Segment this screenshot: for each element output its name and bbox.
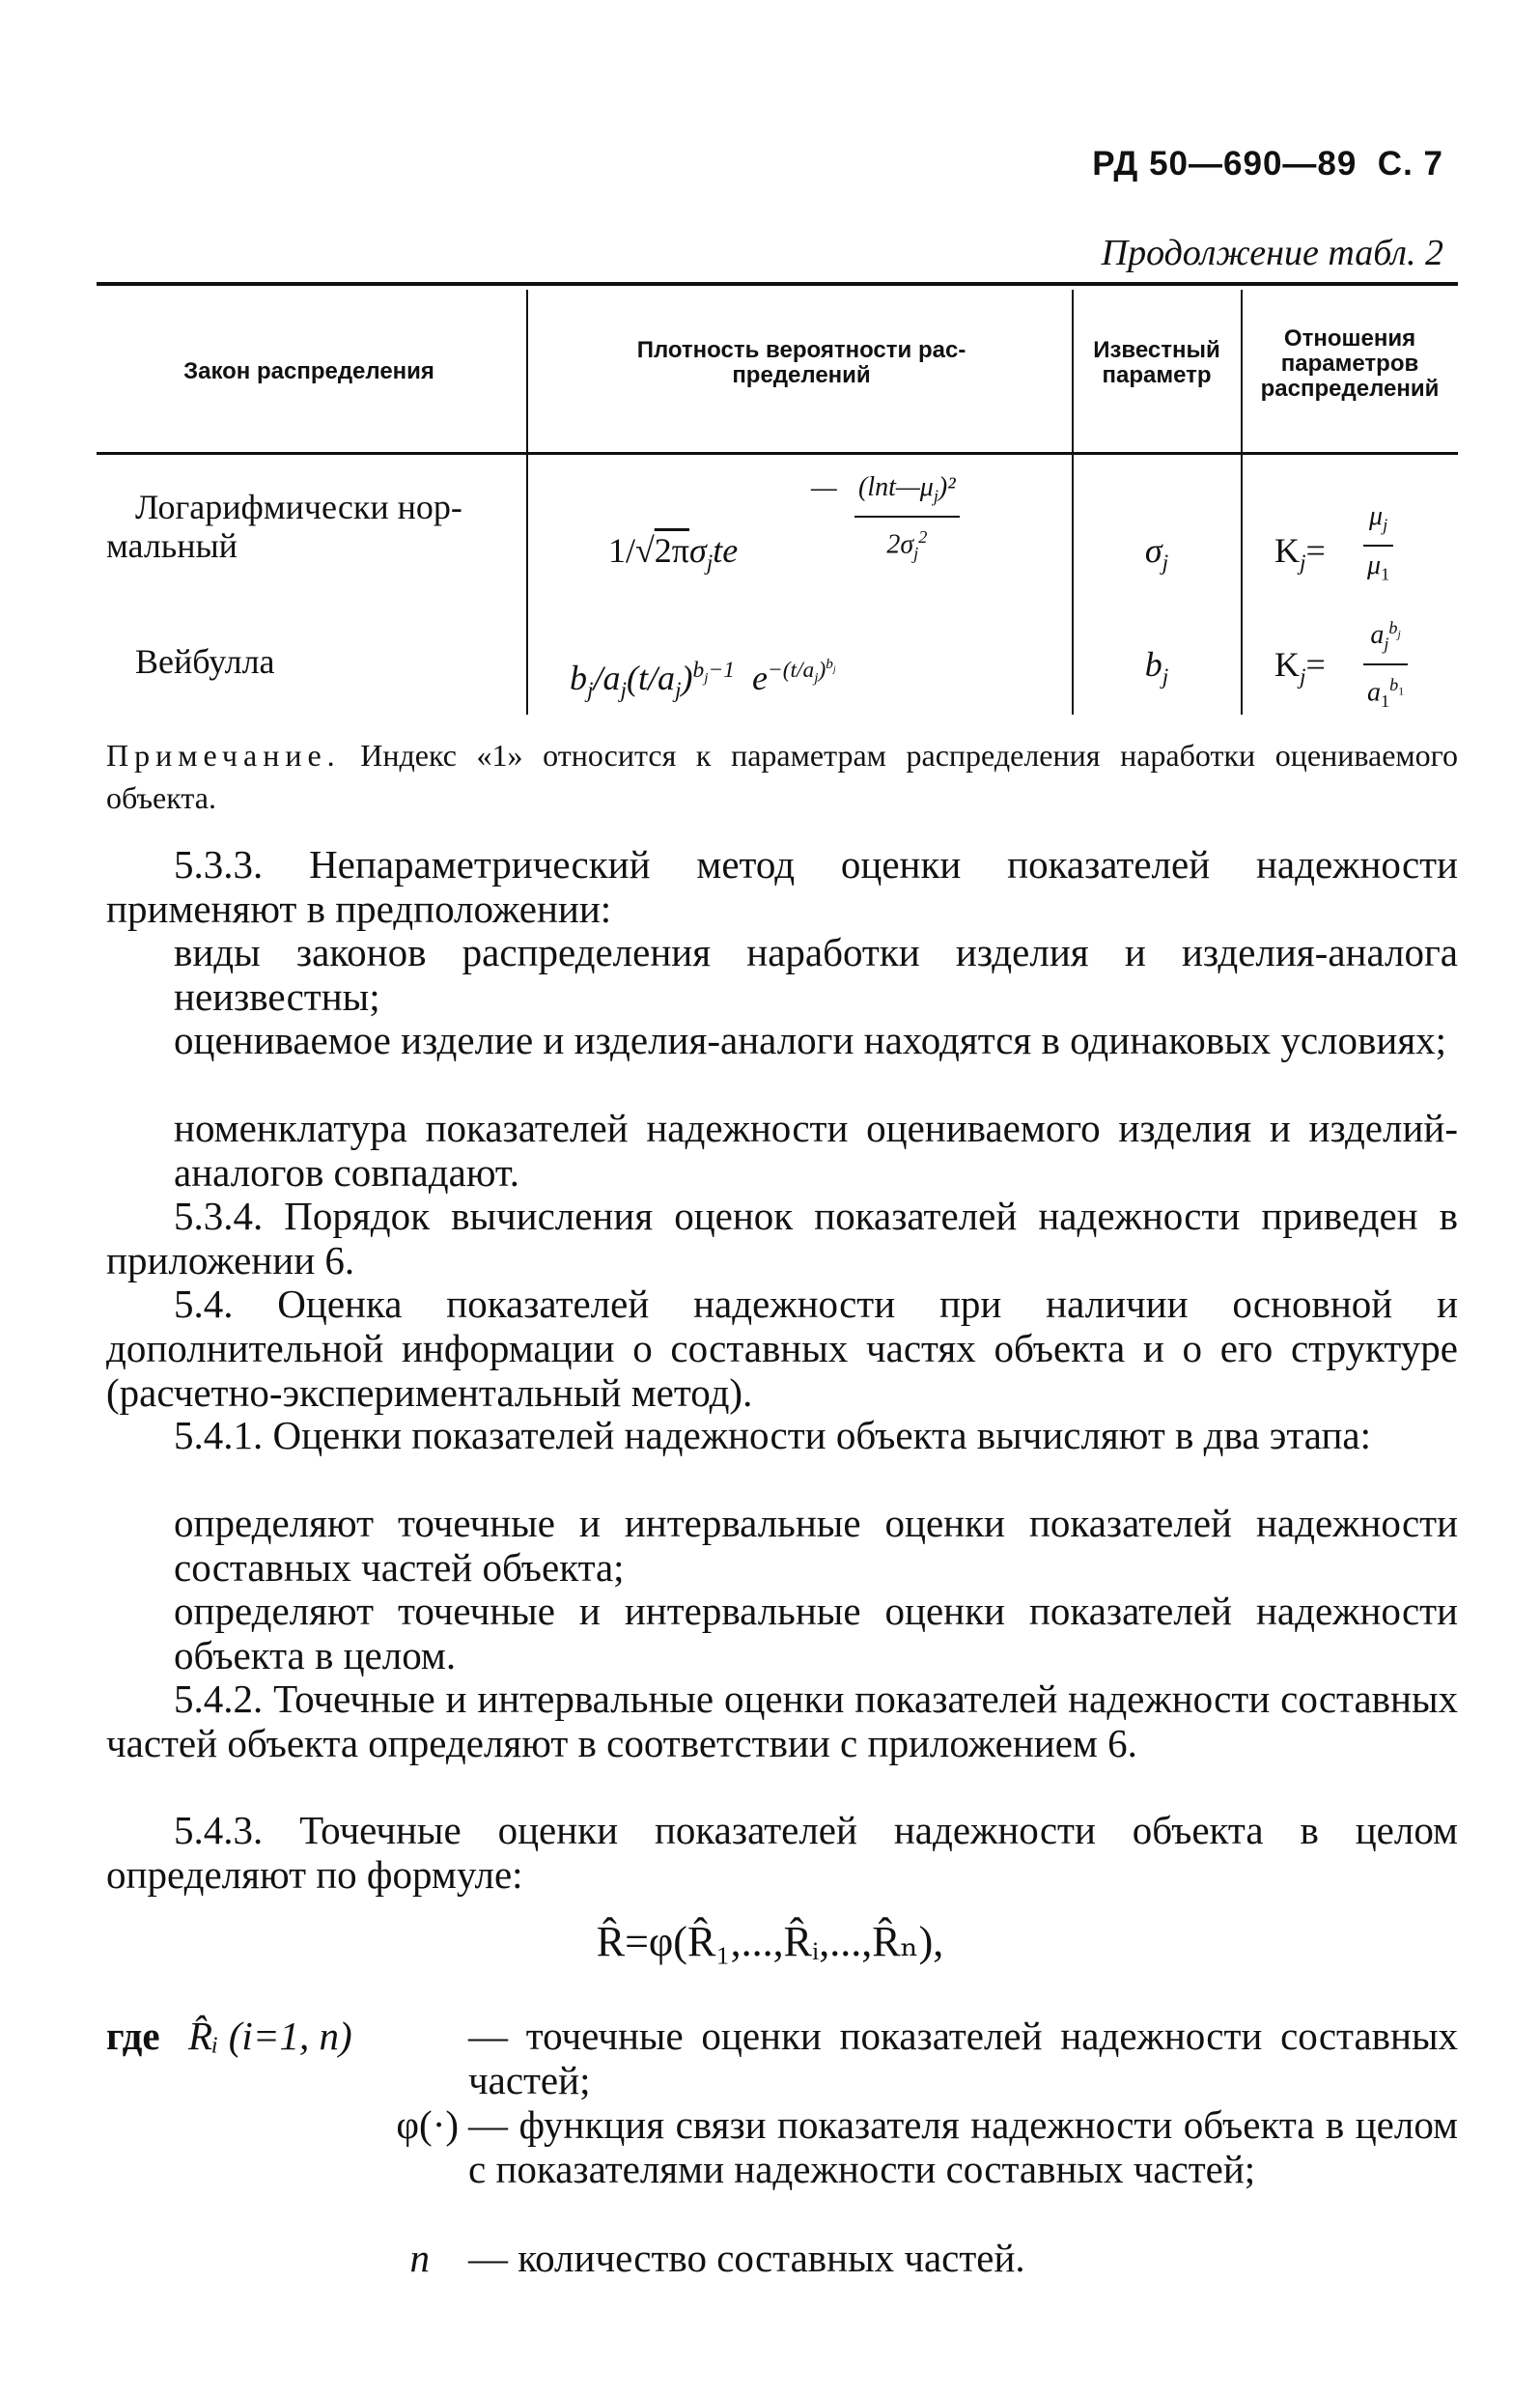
definition-symbol: φ(·) — [396, 2102, 459, 2147]
table-header-density: Плотность вероятности рас- пределений — [636, 337, 966, 388]
definition-text: — количество составных частей. — [468, 2236, 1025, 2280]
table-continuation-label: Продолжение табл. 2 — [1101, 233, 1443, 273]
paragraph-5-3-3: 5.3.3. Непараметрический метод оценки показателей надежности применяют в предположении: — [106, 842, 1458, 931]
paragraph-5-4-2: 5.4.2. Точечные и интервальные оценки показателей надежности составных частей объекта определяют в соответствии с приложением 6. — [106, 1676, 1458, 1765]
table-cell-law: Логарифмически нор- мальный — [106, 488, 462, 565]
table-header-ratio: Отношения параметров распределений — [1260, 325, 1440, 402]
table-cell-density-formula: $1/√2\pi\sigma_jte$ — $\frac{(\ln t—\mu_j)^2}{2\sigma_j^2}$ — [599, 468, 1043, 584]
table-col-rule-1 — [526, 290, 528, 715]
paragraph-5-4-3: 5.4.3. Точечные оценки показателей надежности объекта в целом определяют по формуле: — [106, 1808, 1458, 1897]
definition-where-label: где — [106, 2014, 160, 2058]
definition-text: — функция связи показателя надежности объекта в целом с показателями надежности составных частей; — [468, 2102, 1458, 2191]
table-header-param: Известный параметр — [1093, 337, 1220, 388]
list-item: определяют точечные и интервальные оценки показателей надежности объекта в целом. — [174, 1589, 1458, 1677]
paragraph-5-4: 5.4. Оценка показателей надежности при наличии основной и дополнительной информации о составных частях объекта и о его структуре (расчетно-экспериментальный метод). — [106, 1282, 1458, 1415]
table-cell-param: $b_j$ — [1144, 645, 1169, 690]
table-cell-ratio: $K_j=$ $a_j^{b_j}$ $a_1^{b_1}$ — [1274, 608, 1458, 715]
note-text: Индекс «1» относится к параметрам распределения наработки оцениваемого объекта. — [106, 738, 1458, 815]
table-header-rule — [97, 452, 1458, 455]
reliability-formula: R̂=φ(R̂₁,...,R̂ᵢ,...,R̂ₙ), — [596, 1918, 944, 1965]
list-item: определяют точечные и интервальные оценки показателей надежности составных частей объекта; — [174, 1501, 1458, 1590]
table-header-law: Закон распределения — [183, 358, 434, 384]
list-item: номенклатура показателей надежности оцениваемого изделия и изделий-аналогов совпадают. — [174, 1106, 1458, 1195]
list-item: оцениваемое изделие и изделия-аналоги находятся в одинаковых условиях; — [174, 1018, 1447, 1062]
paragraph-5-4-1: 5.4.1. Оценки показателей надежности объекта вычисляют в два этапа: — [174, 1413, 1371, 1457]
table-cell-law: Вейбулла — [135, 642, 275, 681]
table-note — [106, 734, 1458, 819]
document-code: РД 50—690—89 С. 7 — [1092, 145, 1443, 183]
definition-symbol: n — [409, 2236, 430, 2280]
list-item: виды законов распределения наработки изделия и изделия-аналога неизвестны; — [174, 930, 1458, 1019]
table-cell-density-formula: $b_j/a_j(t/a_j)^{b_j-1}$ $e^{-(t/a_j)^{b_j}}$ — [570, 656, 836, 703]
table-cell-param: $\sigma_j$ — [1144, 531, 1169, 577]
definition-symbol: R̂ᵢ (i=1, n) — [188, 2014, 352, 2058]
note-label: Примечание. — [106, 738, 341, 773]
definition-text: — точечные оценки показателей надежности составных частей; — [468, 2014, 1458, 2102]
table-top-rule — [97, 282, 1458, 286]
table-cell-ratio: $K_j=$ $\frac{\mu_j}{\mu_1}$ — [1274, 488, 1458, 594]
paragraph-5-3-4: 5.3.4. Порядок вычисления оценок показателей надежности приведен в приложении 6. — [106, 1194, 1458, 1282]
